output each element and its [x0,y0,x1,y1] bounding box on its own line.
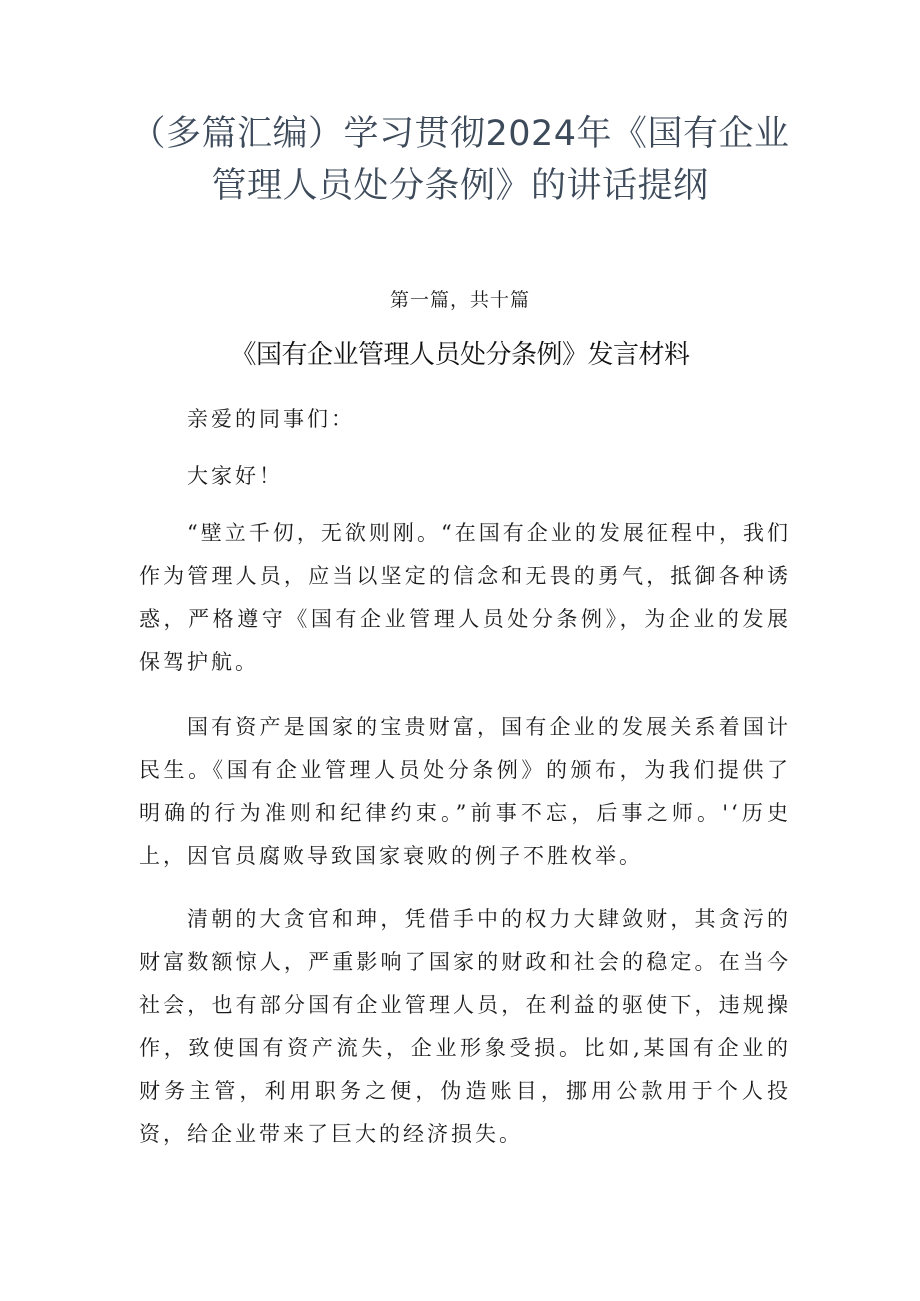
document-title-line-2: 管理人员处分条例》的讲话提纲 [211,166,709,206]
salutation: 大家好！ [187,464,283,488]
section-label: 第一篇，共十篇 [389,289,530,311]
document-title-line-1: （多篇汇编）学习贯彻2024年《国有企业 [130,114,790,154]
greeting: 亲爱的同事们： [187,407,355,431]
document-title [120,108,800,212]
body-paragraph: 国有资产是国家的宝贵财富，国有企业的发展关系着国计民生。《国有企业管理人员处分条例》的颁布，为我们提供了明确的行为准则和纪律约束。”前事不忘，后事之师。'‘历史上，因官员腐败导致国家衰败的例子不胜枚举。 [139,715,791,868]
body-paragraph: “壁立千仞，无欲则刚。“在国有企业的发展征程中，我们作为管理人员，应当以坚定的信念和无畏的勇气，抵御各种诱惑，严格遵守《国有企业管理人员处分条例》，为企业的发展保驾护航。 [139,521,791,674]
body-paragraph: 清朝的大贪官和珅，凭借手中的权力大肆敛财，其贪污的财富数额惊人，严重影响了国家的财政和社会的稳定。在当今社会，也有部分国有企业管理人员，在利益的驱使下，违规操作，致使国有资产流失，企业形象受损。比如,某国有企业的财务主管，利用职务之便，伪造账目，挪用公款用于个人投资，给企业带来了巨大的经济损失。 [139,907,791,1146]
section-title: 《国有企业管理人员处分条例》发言材料 [230,340,690,370]
